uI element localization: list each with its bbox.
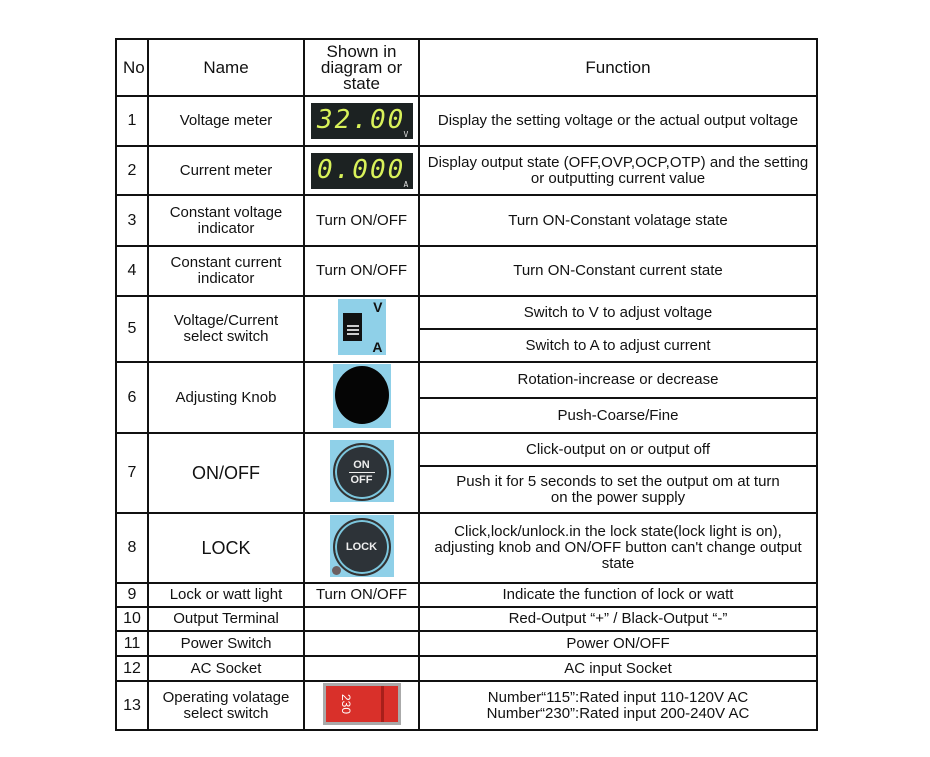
row-no: 7	[116, 433, 148, 513]
row-shown	[304, 607, 419, 631]
row-function: Turn ON-Constant volatage state	[419, 195, 817, 246]
row-no: 3	[116, 195, 148, 246]
row-shown: Turn ON/OFF	[304, 246, 419, 296]
row-function: Push it for 5 seconds to set the output om at turn on the power supply	[419, 466, 817, 513]
row-function: Display output state (OFF,OVP,OCP,OTP) and the setting or outputting current value	[419, 146, 817, 195]
row-no: 9	[116, 583, 148, 607]
row-shown: Turn ON/OFF	[304, 583, 419, 607]
row-function: Click,lock/unlock.in the lock state(lock light is on), adjusting knob and ON/OFF button can't change output state	[419, 513, 817, 583]
row-function: Rotation-increase or decrease	[419, 362, 817, 398]
rocker-label: 230	[338, 693, 353, 714]
table-row	[116, 631, 817, 656]
table-row	[116, 433, 817, 466]
row-name: Lock or watt light	[148, 583, 304, 607]
row-name: Constant current indicator	[148, 246, 304, 296]
row-name: Voltage/Current select switch	[148, 296, 304, 362]
row-name: ON/OFF	[148, 433, 304, 513]
row-no: 2	[116, 146, 148, 195]
row-name: LOCK	[148, 513, 304, 583]
table-row	[116, 96, 817, 146]
table-row	[116, 362, 817, 398]
row-name: Voltage meter	[148, 96, 304, 146]
function-table	[115, 38, 818, 731]
row-no: 4	[116, 246, 148, 296]
row-name: Output Terminal	[148, 607, 304, 631]
lock-light-icon	[332, 566, 341, 575]
table-row	[116, 246, 817, 296]
lock-label: LOCK	[333, 518, 391, 576]
row-no: 11	[116, 631, 148, 656]
function-line: Number“230”:Rated input 200-240V AC	[486, 704, 750, 722]
row-shown	[304, 631, 419, 656]
header-shown: Shown in diagram or state	[304, 39, 419, 96]
table-row	[116, 146, 817, 195]
on-off-button-image	[304, 433, 419, 513]
voltage-display: 32.00	[317, 105, 406, 135]
header-no: No	[116, 39, 148, 96]
current-display: 0.000	[317, 154, 406, 185]
row-no: 6	[116, 362, 148, 433]
row-no: 13	[116, 681, 148, 730]
switch-label-a: A	[372, 339, 383, 355]
row-no: 1	[116, 96, 148, 146]
row-function: Push-Coarse/Fine	[419, 398, 817, 433]
table-row	[116, 607, 817, 631]
row-no: 8	[116, 513, 148, 583]
header-function: Function	[419, 39, 817, 96]
voltage-meter-image	[304, 96, 419, 146]
row-function: Power ON/OFF	[419, 631, 817, 656]
rocker-switch-image	[304, 681, 419, 730]
row-function	[419, 681, 817, 730]
lock-button-image	[304, 513, 419, 583]
table-row	[116, 583, 817, 607]
table-row	[116, 513, 817, 583]
current-meter-image	[304, 146, 419, 195]
row-name: Operating volatage select switch	[148, 681, 304, 730]
row-function: Indicate the function of lock or watt	[419, 583, 817, 607]
row-shown: Turn ON/OFF	[304, 195, 419, 246]
switch-label-v: V	[373, 299, 383, 315]
row-shown	[304, 656, 419, 681]
off-label: OFF	[350, 473, 373, 486]
header-row	[116, 39, 817, 96]
unit-label: V	[403, 130, 411, 139]
table-row	[116, 681, 817, 730]
row-function: Display the setting voltage or the actual output voltage	[419, 96, 817, 146]
vc-switch-image	[304, 296, 419, 362]
row-function: Switch to V to adjust voltage	[419, 296, 817, 329]
row-name: Adjusting Knob	[148, 362, 304, 433]
function-line: Number“115”:Rated input 110-120V AC	[487, 688, 749, 706]
table-row	[116, 296, 817, 329]
row-no: 12	[116, 656, 148, 681]
table-row	[116, 195, 817, 246]
row-function: AC input Socket	[419, 656, 817, 681]
table-row	[116, 656, 817, 681]
row-name: AC Socket	[148, 656, 304, 681]
row-name: Constant voltage indicator	[148, 195, 304, 246]
header-name: Name	[148, 39, 304, 96]
row-no: 5	[116, 296, 148, 362]
unit-label: A	[403, 179, 411, 189]
row-function: Click-output on or output off	[419, 433, 817, 466]
row-function: Switch to A to adjust current	[419, 329, 817, 362]
row-name: Current meter	[148, 146, 304, 195]
knob-icon	[335, 366, 389, 424]
row-no: 10	[116, 607, 148, 631]
knob-image	[304, 362, 419, 433]
on-label: ON	[353, 458, 370, 471]
row-function: Turn ON-Constant current state	[419, 246, 817, 296]
row-name: Power Switch	[148, 631, 304, 656]
row-function: Red-Output “+” / Black-Output “-”	[419, 607, 817, 631]
